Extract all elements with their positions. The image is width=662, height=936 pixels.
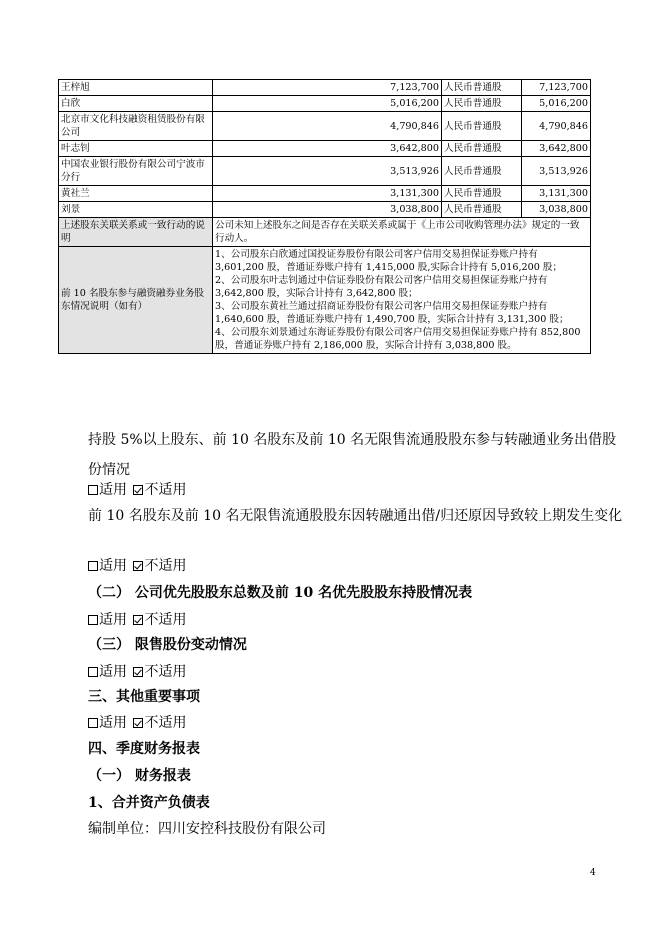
top10-shareholders-table <box>58 79 591 354</box>
option-label: 适用 <box>99 664 127 680</box>
shares-held: 5,016,200 <box>213 96 442 112</box>
shareholder-name: 叶志钊 <box>59 141 213 157</box>
margin-row <box>59 247 591 354</box>
share-type: 人民币普通股 <box>442 202 522 218</box>
restricted-heading: （三） 限售股份变动情况 <box>88 637 247 653</box>
shareholder-name: 黄社兰 <box>59 186 213 202</box>
table-row <box>59 157 591 186</box>
checkbox-applicable[interactable] <box>88 561 98 571</box>
shares-held: 3,513,926 <box>213 157 442 186</box>
option-label: 适用 <box>99 558 127 574</box>
option-label: 适用 <box>99 715 127 731</box>
share-type: 人民币普通股 <box>442 141 522 157</box>
relation-label: 上述股东关联关系或一致行动的说明 <box>59 218 213 247</box>
share-type: 人民币普通股 <box>442 186 522 202</box>
option-label: 不适用 <box>144 482 187 498</box>
option-row-preferred <box>58 609 628 629</box>
option-row-other <box>58 712 628 732</box>
option-label: 不适用 <box>144 715 187 731</box>
change-heading: 前 10 名股东及前 10 名无限售流通股股东因转融通出借/归还原因导致较上期发生变化 <box>88 508 623 524</box>
relation-text: 公司未知上述股东之间是否存在关联关系或属于《上市公司收购管理办法》规定的一致行动人。 <box>213 218 591 247</box>
margin-item: 2、公司股东叶志钊通过中信证券股份有限公司客户信用交易担保证券账户持有 3,642,800 股，实际合计持有 3,642,800 股； <box>215 275 548 299</box>
shareholder-name: 中国农业银行股份有限公司宁波市分行 <box>59 157 213 186</box>
option-row-restricted <box>58 661 628 681</box>
share-count: 3,513,926 <box>522 157 591 186</box>
share-type: 人民币普通股 <box>442 112 522 141</box>
checkbox-applicable[interactable] <box>88 667 98 677</box>
option-label: 不适用 <box>144 558 187 574</box>
financial-statements-subheading: （一） 财务报表 <box>88 768 191 784</box>
shares-held: 3,642,800 <box>213 141 442 157</box>
checkbox-applicable[interactable] <box>88 718 98 728</box>
option-label: 适用 <box>99 482 127 498</box>
share-type: 人民币普通股 <box>442 157 522 186</box>
share-count: 5,016,200 <box>522 96 591 112</box>
table-row <box>59 96 591 112</box>
margin-item: 1、公司股东白欣通过国投证券股份有限公司客户信用交易担保证券账户持有 3,601,200 股，普通证券账户持有 1,415,000 股,实际合计持有 5,016,200 股； <box>215 249 563 273</box>
shares-held: 4,790,846 <box>213 112 442 141</box>
share-type: 人民币普通股 <box>442 96 522 112</box>
shares-held: 3,131,300 <box>213 186 442 202</box>
lending-heading: 持股 5%以上股东、前 10 名股东及前 10 名无限售流通股股东参与转融通业务出借股份情况 <box>88 432 617 478</box>
shareholder-name: 王梓旭 <box>59 80 213 96</box>
page-number: 4 <box>590 868 596 878</box>
financial-statements-heading: 四、季度财务报表 <box>88 741 200 757</box>
share-count: 3,642,800 <box>522 141 591 157</box>
share-count: 3,131,300 <box>522 186 591 202</box>
checkbox-applicable[interactable] <box>88 615 98 625</box>
checkbox-not-applicable-checked[interactable] <box>133 561 143 571</box>
margin-text <box>213 247 591 354</box>
option-row-change <box>58 555 628 575</box>
shareholder-name: 北京市文化科技融资租赁股份有限公司 <box>59 112 213 141</box>
preferred-heading: （二） 公司优先股股东总数及前 10 名优先股股东持股情况表 <box>88 585 473 601</box>
table-row <box>59 186 591 202</box>
share-count: 7,123,700 <box>522 80 591 96</box>
table-row <box>59 112 591 141</box>
margin-item: 4、公司股东刘景通过东海证券股份有限公司客户信用交易担保证券账户持有 852,800 股，普通证券账户持有 2,186,000 股，实际合计持有 3,038,800 股。 <box>215 327 581 351</box>
compiler-line: 编制单位：四川安控科技股份有限公司 <box>88 821 326 837</box>
shareholder-rows <box>59 80 591 218</box>
table-row <box>59 80 591 96</box>
share-count: 4,790,846 <box>522 112 591 141</box>
margin-label: 前 10 名股东参与融资融券业务股东情况说明（如有） <box>59 247 213 354</box>
option-label: 不适用 <box>144 664 187 680</box>
share-count: 3,038,800 <box>522 202 591 218</box>
checkbox-not-applicable-checked[interactable] <box>133 615 143 625</box>
checkbox-not-applicable-checked[interactable] <box>133 485 143 495</box>
shareholder-name: 刘景 <box>59 202 213 218</box>
option-label: 不适用 <box>144 612 187 628</box>
option-label: 适用 <box>99 612 127 628</box>
share-type: 人民币普通股 <box>442 80 522 96</box>
shares-held: 3,038,800 <box>213 202 442 218</box>
option-row-lending <box>58 479 628 499</box>
margin-item: 3、公司股东黄社兰通过招商证券股份有限公司客户信用交易担保证券账户持有 1,640,600 股，普通证券账户持有 1,490,700 股，实际合计持有 3,131,300 股； <box>215 301 569 325</box>
shares-held: 7,123,700 <box>213 80 442 96</box>
table-row <box>59 202 591 218</box>
checkbox-not-applicable-checked[interactable] <box>133 718 143 728</box>
relation-row <box>59 218 591 247</box>
table-row <box>59 141 591 157</box>
shareholder-name: 白欣 <box>59 96 213 112</box>
checkbox-not-applicable-checked[interactable] <box>133 667 143 677</box>
balance-sheet-heading: 1、合并资产负债表 <box>88 795 210 811</box>
other-matters-heading: 三、其他重要事项 <box>88 689 200 705</box>
checkbox-applicable[interactable] <box>88 485 98 495</box>
